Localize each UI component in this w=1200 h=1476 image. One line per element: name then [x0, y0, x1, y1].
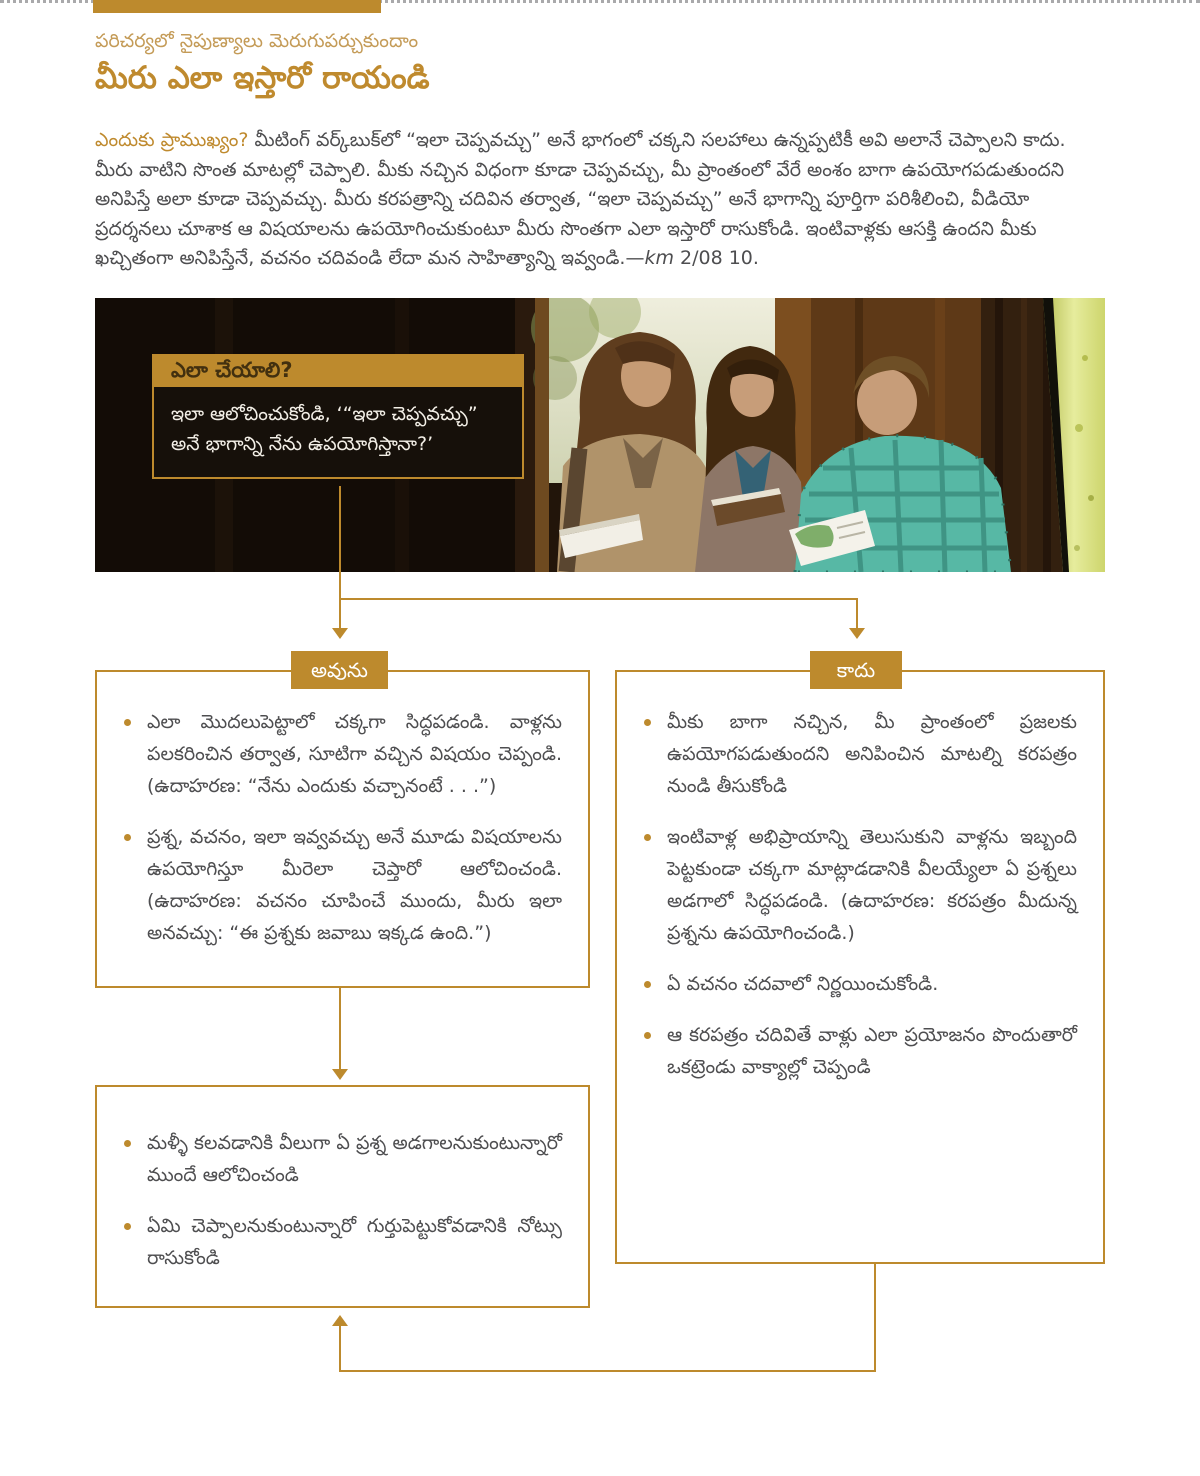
arrow-down-followup-icon [332, 1069, 348, 1080]
list-item: ఏ వచనం చదవాలో నిర్ణయించుకోండి. [641, 968, 1077, 1000]
doorstep-photo [95, 298, 1105, 572]
connector-return-bottom [339, 1370, 876, 1372]
list-item: ఆ కరపత్రం చదివితే వాళ్లు ఎలా ప్రయోజనం పొందుతారో ఒకట్రెండు వాక్యాల్లో చెప్పండి [641, 1019, 1077, 1083]
connector-no-shaft [856, 598, 858, 629]
page-title: మీరు ఎలా ఇస్తారో రాయండి [95, 60, 430, 96]
list-item: ప్రశ్న, వచనం, ఇలా ఇవ్వవచ్చు అనే మూడు విషయాలను ఉపయోగిస్తూ మీరెలా చెప్తారో ఆలోచించండి. (ఉదాహరణ: వచనం చూపించే ముందు, మీరు ఇలా అనవచ్చు: “ఈ ప్రశ్నకు జవాబు ఇక్కడ ఉంది.”) [121, 821, 562, 949]
connector-return-up [339, 1326, 341, 1372]
arrow-up-icon [332, 1315, 348, 1326]
person-woman-2 [695, 346, 807, 572]
callout-text: ఇలా ఆలోచించుకోండి, ‘“ఇలా చెప్పవచ్చు” అనే భాగాన్ని నేను ఉపయోగిస్తానా?’ [152, 387, 524, 479]
connector-return-right [874, 1262, 876, 1372]
yes-label: అవును [291, 651, 388, 689]
intro-paragraph [95, 126, 1107, 274]
callout-box [152, 354, 524, 479]
list-item: ఇంటివాళ్ల అభిప్రాయాన్ని తెలుసుకుని వాళ్లను ఇబ్బంది పెట్టకుండా చక్కగా మాట్లాడడానికి వీలయ్యేలా ఏ ప్రశ్నలు అడగాలో సిద్ధపడండి. (ఉదాహరణ: కరపత్రం మీదున్న ప్రశ్నను ఉపయోగించండి.) [641, 821, 1077, 949]
list-item: ఎలా మొదలుపెట్టాలో చక్కగా సిద్ధపడండి. వాళ్లను పలకరించిన తర్వాత, సూటిగా వచ్చిన విషయం చెప్పండి. (ఉదాహరణ: “నేను ఎందుకు వచ్చానంటే . . .”) [121, 706, 562, 802]
connector-followup-shaft [339, 986, 341, 1070]
top-gold-bar [93, 0, 381, 13]
arrow-down-no-icon [849, 628, 865, 639]
arrow-down-yes-icon [332, 628, 348, 639]
list-item: మీకు బాగా నచ్చిన, మీ ప్రాంతంలో ప్రజలకు ఉపయోగపడుతుందని అనిపించిన మాటల్ని కరపత్రం నుండి తీసుకోండి [641, 706, 1077, 802]
no-label: కాదు [810, 651, 902, 689]
list-item: మళ్ళీ కలవడానికి వీలుగా ఏ ప్రశ్న అడగాలనుకుంటున్నారో ముందే ఆలోచించండి [121, 1127, 562, 1191]
intro-ref-dash: — [625, 247, 645, 270]
no-list [617, 672, 1103, 1083]
no-box [615, 670, 1105, 1264]
followup-box [95, 1085, 590, 1308]
intro-body: మీటింగ్ వర్క్‌బుక్‌లో “ఇలా చెప్పవచ్చు” అనే భాగంలో చక్కని సలహాలు ఉన్నప్పటికీ అవి అలానే చెప్పాలని కాదు. మీరు వాటిని సొంత మాటల్లో చెప్పాలి. మీకు నచ్చిన విధంగా కూడా చెప్పవచ్చు, మీ ప్రాంతంలో వేరే అంశం బాగా ఉపయోగపడుతుందని అనిపిస్తే అలా కూడా చెప్పవచ్చు. మీరు కరపత్రాన్ని చదివిన తర్వాత, “ఇలా చెప్పవచ్చు” అనే భాగాన్ని పూర్తిగా పరిశీలించి, వీడియో ప్రదర్శనలు చూశాక ఆ విషయాలను ఉపయోగించుకుంటూ మీరు సొంతగా ఎలా ఇస్తారో రాసుకోండి. ఇంటివాళ్లకు ఆసక్తి ఉందని మీకు ఖచ్చితంగా అనిపిస్తేనే, వచనం చదివండి లేదా మన సాహిత్యాన్ని ఇవ్వండి. [95, 129, 1066, 270]
intro-ref-detail: 2/08 10. [673, 247, 759, 270]
followup-list [97, 1087, 588, 1274]
connector-branch-line [339, 598, 858, 600]
connector-callout-line [339, 486, 341, 600]
yes-list [97, 672, 588, 949]
connector-yes-shaft [339, 598, 341, 629]
intro-ref-source: km [644, 247, 674, 270]
section-kicker: పరిచర్యలో నైపుణ్యాలు మెరుగుపర్చుకుందాం [95, 30, 419, 52]
list-item: ఏమి చెప్పాలనుకుంటున్నారో గుర్తుపెట్టుకోవడానికి నోట్సు రాసుకోండి [121, 1210, 562, 1274]
yes-box [95, 670, 590, 988]
intro-lead: ఎందుకు ప్రాముఖ్యం? [95, 129, 249, 151]
callout-heading: ఎలా చేయాలి? [152, 354, 524, 387]
